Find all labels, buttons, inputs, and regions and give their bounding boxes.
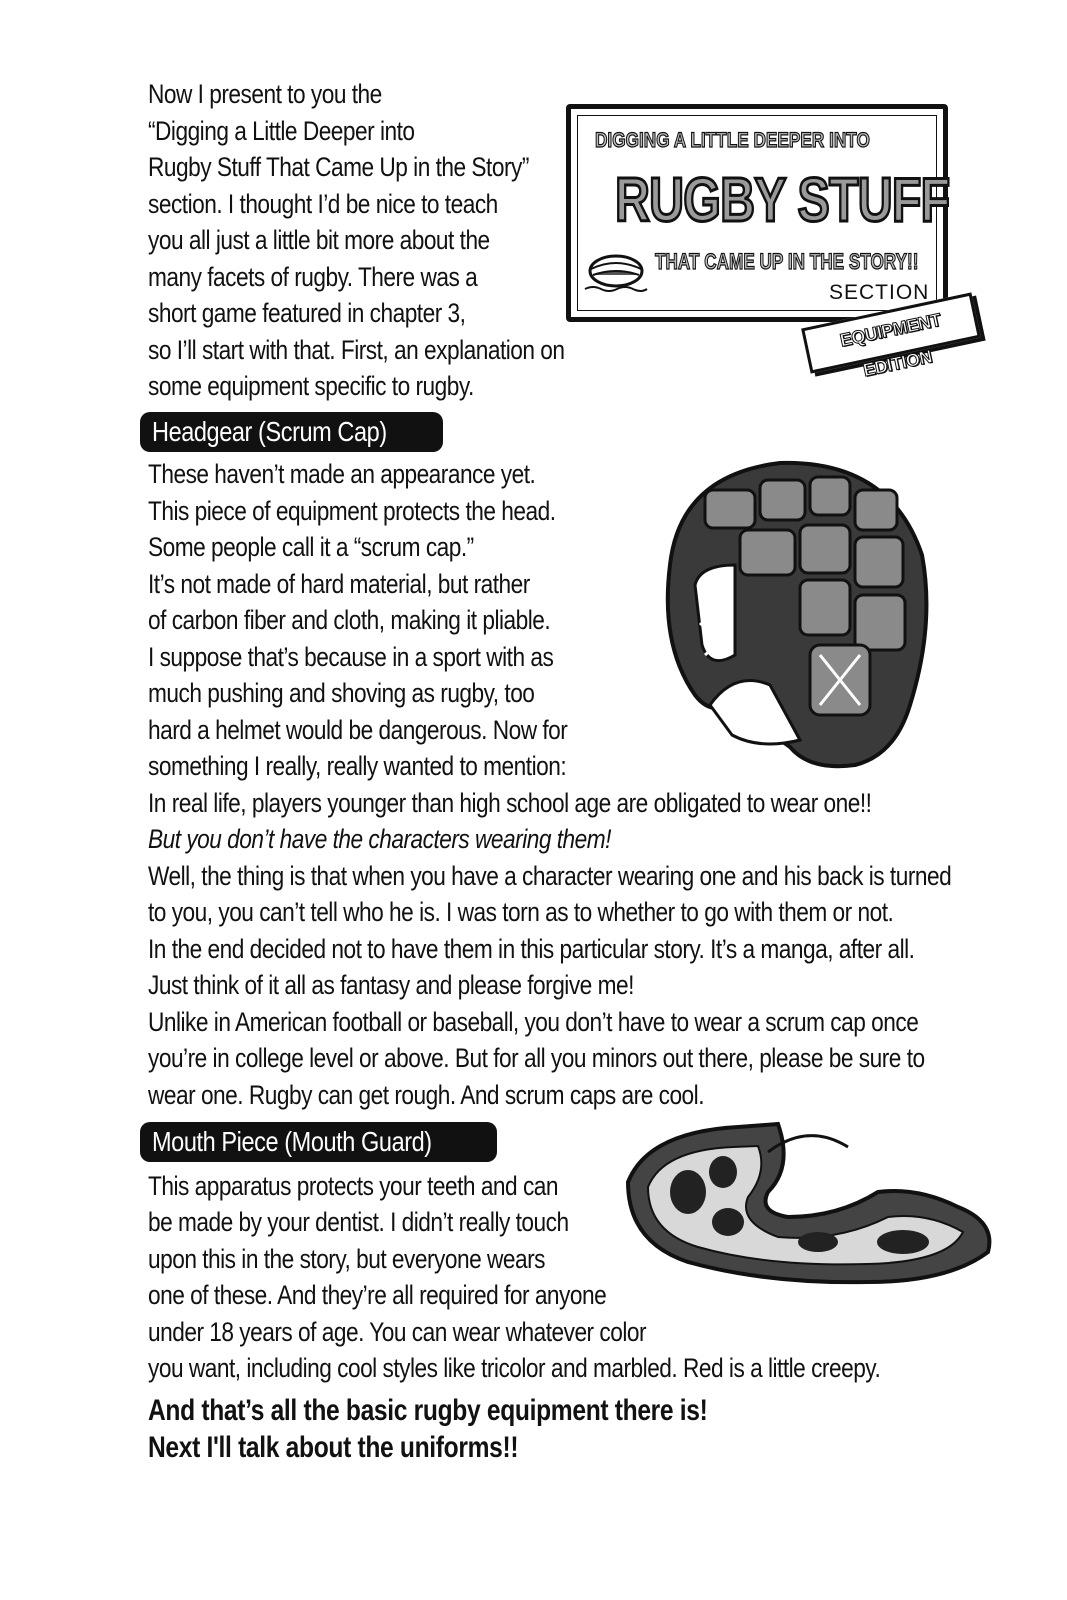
title-line-1: DIGGING A LITTLE DEEPER INTO (595, 129, 870, 152)
closing-line: Next I'll talk about the uniforms!! (148, 1431, 519, 1464)
intro-line: you all just a little bit more about the (148, 225, 490, 255)
intro-line: many facets of rugby. There was a (148, 262, 478, 292)
headgear-italic-line: But you don’t have the characters wearing them! (148, 824, 611, 854)
headgear-line: It’s not made of hard material, but rather (148, 569, 530, 599)
mouthpiece-line: one of these. And they’re all required for anyone (148, 1280, 607, 1310)
headgear-line: Just think of it all as fantasy and please forgive me! (148, 970, 634, 1000)
intro-line: some equipment specific to rugby. (148, 371, 474, 401)
closing-line: And that’s all the basic rugby equipment there is! (148, 1394, 708, 1427)
scrum-cap-illustration (640, 455, 940, 775)
mouthpiece-line: upon this in the story, but everyone wears (148, 1244, 545, 1274)
headgear-line: of carbon fiber and cloth, making it pliable. (148, 605, 551, 635)
section-title-box (566, 104, 948, 322)
mouthpiece-heading (140, 1122, 497, 1162)
intro-line: Rugby Stuff That Came Up in the Story” (148, 152, 529, 182)
headgear-line: much pushing and shoving as rugby, too (148, 678, 535, 708)
intro-line: so I’ll start with that. First, an explanation on (148, 335, 565, 365)
headgear-line: In the end decided not to have them in this particular story. It’s a manga, after all. (148, 934, 915, 964)
headgear-line: Some people call it a “scrum cap.” (148, 532, 474, 562)
mouthpiece-line: you want, including cool styles like tricolor and marbled. Red is a little creepy. (148, 1353, 881, 1383)
headgear-heading-label: Headgear (Scrum Cap) (152, 416, 387, 447)
intro-line: Now I present to you the (148, 79, 382, 109)
headgear-heading (140, 412, 443, 452)
mouthpiece-line: under 18 years of age. You can wear whatever color (148, 1317, 647, 1347)
title-line-2: RUGBY STUFF (615, 166, 950, 235)
headgear-line: hard a helmet would be dangerous. Now for (148, 715, 568, 745)
mouthpiece-heading-label: Mouth Piece (Mouth Guard) (152, 1126, 432, 1157)
mouth-guard-illustration (618, 1112, 996, 1292)
headgear-line: These haven’t made an appearance yet. (148, 459, 536, 489)
headgear-line: In real life, players younger than high school age are obligated to wear one!! (148, 788, 872, 818)
stamp-label: EQUIPMENT EDITION (838, 309, 943, 381)
headgear-line: to you, you can’t tell who he is. I was torn as to whether to go with them or not. (148, 897, 894, 927)
mouthpiece-line: be made by your dentist. I didn’t really touch (148, 1207, 569, 1237)
intro-line: short game featured in chapter 3, (148, 298, 466, 328)
headgear-line: This piece of equipment protects the head. (148, 496, 556, 526)
mouthpiece-line: This apparatus protects your teeth and can (148, 1171, 559, 1201)
intro-line: “Digging a Little Deeper into (148, 116, 415, 146)
title-section-label: SECTION (829, 281, 930, 304)
headgear-line: wear one. Rugby can get rough. And scrum caps are cool. (148, 1080, 705, 1110)
headgear-line: Unlike in American football or baseball, you don’t have to wear a scrum cap once (148, 1007, 919, 1037)
headgear-line: you’re in college level or above. But for all you minors out there, please be sure to (148, 1043, 925, 1073)
headgear-line: something I really, really wanted to mention: (148, 751, 567, 781)
title-line-3: THAT CAME UP IN THE STORY!! (655, 249, 919, 274)
rugby-ball-icon (583, 249, 649, 295)
intro-line: section. I thought I’d be nice to teach (148, 189, 498, 219)
headgear-line: Well, the thing is that when you have a character wearing one and his back is turned (148, 861, 952, 891)
headgear-line: I suppose that’s because in a sport with as (148, 642, 554, 672)
